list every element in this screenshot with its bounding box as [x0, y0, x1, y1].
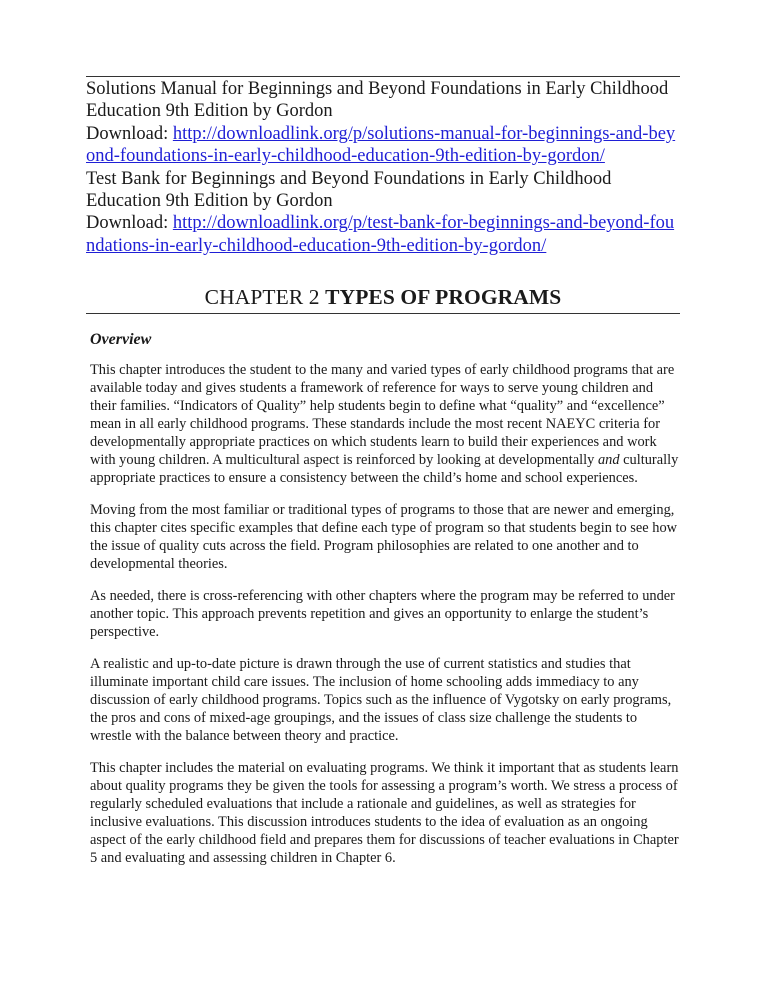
paragraph-1-emphasis: and [597, 452, 620, 468]
testbank-title: Test Bank for Beginnings and Beyond Foundations in Early Childhood Education 9th Edition by Gordon [86, 168, 612, 212]
chapter-name: TYPES OF PROGRAMS [325, 285, 562, 309]
chapter-prefix: CHAPTER 2 [204, 285, 326, 309]
overview-paragraph-2: Moving from the most familiar or traditional types of programs to those that are newer and emerging, this chapter cites specific examples that define each type of program so that students begin to see how the issue of quality cuts across the field. Program philosophies are related to one another and to developmental theories. [90, 502, 678, 572]
solutions-download-link[interactable]: http://downloadlink.org/p/solutions-manual-for-beginnings-and-beyond-foundations-in-early-childhood-education-9th-edition-by-gordon/ [86, 123, 676, 167]
header-block [86, 76, 680, 257]
testbank-download-link[interactable]: http://downloadlink.org/p/test-bank-for-beginnings-and-beyond-foundations-in-early-childhood-education-9th-edition-by-gordon/ [86, 213, 675, 256]
overview-paragraph-1 [90, 361, 682, 487]
overview-heading: Overview [90, 331, 152, 348]
testbank-download-line [86, 212, 680, 257]
paragraph-1-text-a: This chapter introduces the student to the many and varied types of early childhood programs that are available today and gives students a framework of reference for ways to serve young children and their families. “Indicators of Quality” help students begin to define what “quality” and “excellence” mean in all early childhood programs. These standards include the most recent NAEYC criteria for developmentally appropriate practices on which students learn to build their experiences and work with young children. A multicultural aspect is reinforced by looking at developmentally [90, 362, 675, 468]
chapter-title [86, 284, 680, 310]
overview-paragraph-4: A realistic and up-to-date picture is drawn through the use of current statistics and studies that illuminate important child care issues. The inclusion of home schooling adds immediacy to any discussion of early childhood programs. Topics such as the influence of Vygotsky on early programs, the pros and cons of mixed-age groupings, and the issues of class size challenge the students to wrestle with the balance between theory and practice. [90, 656, 672, 744]
chapter-divider [86, 313, 680, 314]
testbank-download-label: Download: [86, 213, 173, 234]
overview-paragraph-3: As needed, there is cross-referencing with other chapters where the program may be referred to under another topic. This approach prevents repetition and gives an opportunity to enlarge the student’s perspective. [90, 588, 675, 640]
solutions-download-label: Download: [86, 123, 173, 144]
solutions-title: Solutions Manual for Beginnings and Beyond Foundations in Early Childhood Education 9th Edition by Gordon [86, 79, 669, 122]
solutions-download-line [86, 123, 680, 168]
overview-paragraph-5: This chapter includes the material on evaluating programs. We think it important that as students learn about quality programs they be given the tools for assessing a program’s worth. We stress a process of regularly scheduled evaluations that include a rationale and guidelines, as well as strategies for inclusive evaluations. This discussion introduces students to the idea of evaluation as an ongoing aspect of the early childhood field and prepares them for discussions of teacher evaluations in Chapter 5 and evaluating and assessing children in Chapter 6. [90, 760, 679, 866]
paragraph-1-text-b: culturally appropriate practices to ensure a consistency between the child’s home and school experiences. [90, 452, 679, 486]
overview-section [90, 329, 682, 881]
